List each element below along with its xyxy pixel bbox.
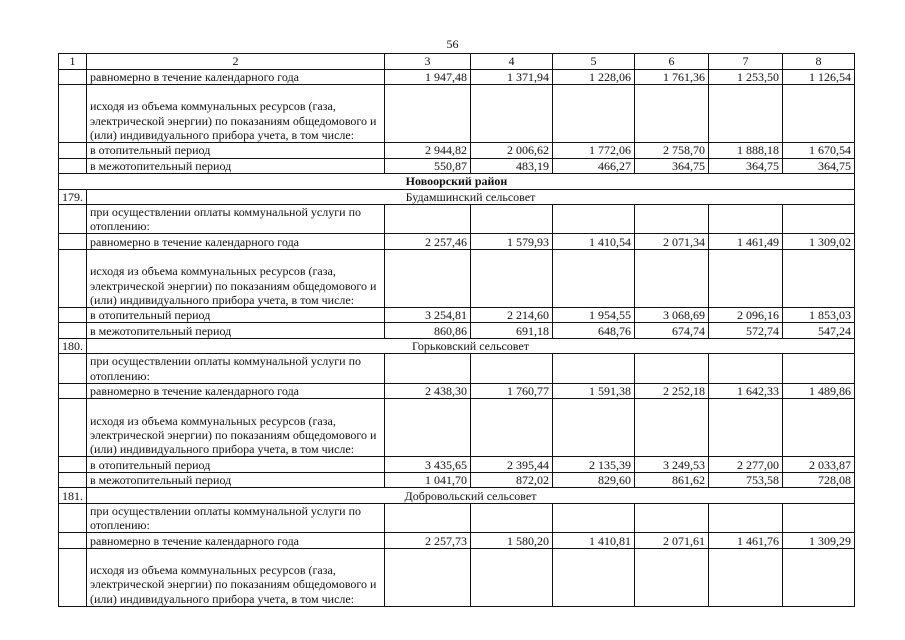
volume-row xyxy=(59,249,855,307)
row-label: равномерно в течение календарного года xyxy=(87,234,385,250)
row-label: при осуществлении оплаты коммунальной услуги по отоплению: xyxy=(87,354,385,383)
value-cell: 1 371,94 xyxy=(471,69,553,85)
empty-cell xyxy=(553,249,635,307)
row-label: исходя из объема коммунальных ресурсов (газа, электрической энергии) по показаниям общедомового и (или) индивидуального прибора учета, в том числе: xyxy=(87,85,385,143)
empty-cell xyxy=(635,205,709,234)
empty-cell xyxy=(471,503,553,532)
empty-cell xyxy=(385,548,471,606)
value-cell: 1 489,86 xyxy=(783,383,855,399)
volume-row xyxy=(59,85,855,143)
row-index-cell xyxy=(59,69,87,85)
row-label: исходя из объема коммунальных ресурсов (газа, электрической энергии) по показаниям общедомового и (или) индивидуального прибора учета, в том числе: xyxy=(87,249,385,307)
value-cell: 648,76 xyxy=(553,323,635,339)
column-header: 4 xyxy=(471,54,553,70)
empty-cell xyxy=(783,354,855,383)
row-label: равномерно в течение календарного года xyxy=(87,533,385,549)
empty-cell xyxy=(471,548,553,606)
payment-row xyxy=(59,354,855,383)
row-label: при осуществлении оплаты коммунальной услуги по отоплению: xyxy=(87,503,385,532)
value-cell: 1 760,77 xyxy=(471,383,553,399)
section-row xyxy=(59,338,855,354)
value-cell: 1 947,48 xyxy=(385,69,471,85)
empty-cell xyxy=(635,354,709,383)
value-cell: 2 006,62 xyxy=(471,143,553,159)
row-index-cell xyxy=(59,205,87,234)
empty-cell xyxy=(635,249,709,307)
row-index-cell xyxy=(59,234,87,250)
section-name: Горьковский сельсовет xyxy=(87,338,855,354)
value-cell: 872,02 xyxy=(471,472,553,488)
row-index-cell xyxy=(59,548,87,606)
column-header: 8 xyxy=(783,54,855,70)
empty-cell xyxy=(553,399,635,457)
value-cell: 1 461,49 xyxy=(709,234,783,250)
interheating-row xyxy=(59,472,855,488)
value-cell: 2 033,87 xyxy=(783,457,855,473)
interheating-row xyxy=(59,323,855,339)
empty-cell xyxy=(709,354,783,383)
value-cell: 2 096,16 xyxy=(709,307,783,323)
row-label: в отопительный период xyxy=(87,143,385,159)
row-index-cell xyxy=(59,249,87,307)
value-cell: 1 888,18 xyxy=(709,143,783,159)
value-cell: 1 461,76 xyxy=(709,533,783,549)
row-index-cell xyxy=(59,143,87,159)
empty-cell xyxy=(635,85,709,143)
row-label: в межотопительный период xyxy=(87,323,385,339)
empty-cell xyxy=(635,548,709,606)
section-index: 179. xyxy=(59,189,87,205)
value-cell: 550,87 xyxy=(385,158,471,174)
uniform-row xyxy=(59,69,855,85)
row-index-cell xyxy=(59,472,87,488)
value-cell: 674,74 xyxy=(635,323,709,339)
value-cell: 1 772,06 xyxy=(553,143,635,159)
row-label: равномерно в течение календарного года xyxy=(87,69,385,85)
value-cell: 1 670,54 xyxy=(783,143,855,159)
value-cell: 364,75 xyxy=(783,158,855,174)
value-cell: 829,60 xyxy=(553,472,635,488)
row-index-cell xyxy=(59,383,87,399)
value-cell: 466,27 xyxy=(553,158,635,174)
row-index-cell xyxy=(59,85,87,143)
value-cell: 1 580,20 xyxy=(471,533,553,549)
row-label: в межотопительный период xyxy=(87,158,385,174)
value-cell: 1 041,70 xyxy=(385,472,471,488)
value-cell: 2 438,30 xyxy=(385,383,471,399)
value-cell: 3 249,53 xyxy=(635,457,709,473)
empty-cell xyxy=(783,548,855,606)
interheating-row xyxy=(59,158,855,174)
tariff-table-body xyxy=(59,54,855,607)
value-cell: 2 944,82 xyxy=(385,143,471,159)
value-cell: 3 435,65 xyxy=(385,457,471,473)
empty-cell xyxy=(709,548,783,606)
heating-row xyxy=(59,307,855,323)
value-cell: 1 954,55 xyxy=(553,307,635,323)
empty-cell xyxy=(709,85,783,143)
empty-cell xyxy=(471,205,553,234)
empty-cell xyxy=(471,85,553,143)
row-index-cell xyxy=(59,457,87,473)
row-index-cell xyxy=(59,503,87,532)
value-cell: 2 395,44 xyxy=(471,457,553,473)
district-row xyxy=(59,174,855,190)
value-cell: 2 257,46 xyxy=(385,234,471,250)
value-cell: 2 758,70 xyxy=(635,143,709,159)
value-cell: 2 257,73 xyxy=(385,533,471,549)
value-cell: 861,62 xyxy=(635,472,709,488)
section-row xyxy=(59,189,855,205)
empty-cell xyxy=(553,205,635,234)
value-cell: 364,75 xyxy=(709,158,783,174)
column-header: 3 xyxy=(385,54,471,70)
empty-cell xyxy=(783,399,855,457)
empty-cell xyxy=(783,503,855,532)
volume-row xyxy=(59,548,855,606)
value-cell: 547,24 xyxy=(783,323,855,339)
column-header: 7 xyxy=(709,54,783,70)
row-index-cell xyxy=(59,354,87,383)
value-cell: 860,86 xyxy=(385,323,471,339)
row-label: равномерно в течение календарного года xyxy=(87,383,385,399)
section-row xyxy=(59,488,855,504)
empty-cell xyxy=(553,354,635,383)
value-cell: 1 228,06 xyxy=(553,69,635,85)
uniform-row xyxy=(59,234,855,250)
page-number: 56 xyxy=(446,37,459,51)
section-index: 181. xyxy=(59,488,87,504)
empty-cell xyxy=(783,249,855,307)
value-cell: 1 309,02 xyxy=(783,234,855,250)
value-cell: 572,74 xyxy=(709,323,783,339)
heating-row xyxy=(59,143,855,159)
row-index-cell xyxy=(59,399,87,457)
value-cell: 728,08 xyxy=(783,472,855,488)
row-index-cell xyxy=(59,158,87,174)
empty-cell xyxy=(635,399,709,457)
empty-cell xyxy=(471,249,553,307)
column-header: 5 xyxy=(553,54,635,70)
value-cell: 364,75 xyxy=(635,158,709,174)
row-label: исходя из объема коммунальных ресурсов (газа, электрической энергии) по показаниям общедомового и (или) индивидуального прибора учета, в том числе: xyxy=(87,399,385,457)
column-header: 2 xyxy=(87,54,385,70)
row-index-cell xyxy=(59,533,87,549)
value-cell: 1 591,38 xyxy=(553,383,635,399)
tariff-table xyxy=(58,53,855,607)
district-title: Новоорский район xyxy=(59,174,855,190)
row-label: исходя из объема коммунальных ресурсов (газа, электрической энергии) по показаниям общедомового и (или) индивидуального прибора учета, в том числе: xyxy=(87,548,385,606)
empty-cell xyxy=(385,249,471,307)
empty-cell xyxy=(385,205,471,234)
row-index-cell xyxy=(59,323,87,339)
empty-cell xyxy=(553,85,635,143)
value-cell: 3 254,81 xyxy=(385,307,471,323)
value-cell: 1 410,81 xyxy=(553,533,635,549)
value-cell: 3 068,69 xyxy=(635,307,709,323)
value-cell: 2 071,34 xyxy=(635,234,709,250)
section-index: 180. xyxy=(59,338,87,354)
empty-cell xyxy=(553,503,635,532)
uniform-row xyxy=(59,383,855,399)
column-header: 6 xyxy=(635,54,709,70)
column-header: 1 xyxy=(59,54,87,70)
section-name: Будамшинский сельсовет xyxy=(87,189,855,205)
empty-cell xyxy=(385,85,471,143)
empty-cell xyxy=(709,503,783,532)
value-cell: 1 642,33 xyxy=(709,383,783,399)
value-cell: 753,58 xyxy=(709,472,783,488)
empty-cell xyxy=(635,503,709,532)
value-cell: 2 277,00 xyxy=(709,457,783,473)
empty-cell xyxy=(783,85,855,143)
empty-cell xyxy=(709,399,783,457)
value-cell: 2 252,18 xyxy=(635,383,709,399)
empty-cell xyxy=(709,249,783,307)
empty-cell xyxy=(471,354,553,383)
value-cell: 1 410,54 xyxy=(553,234,635,250)
empty-cell xyxy=(709,205,783,234)
row-index-cell xyxy=(59,307,87,323)
value-cell: 483,19 xyxy=(471,158,553,174)
value-cell: 1 126,54 xyxy=(783,69,855,85)
volume-row xyxy=(59,399,855,457)
row-label: в отопительный период xyxy=(87,307,385,323)
value-cell: 1 309,29 xyxy=(783,533,855,549)
column-header-row xyxy=(59,54,855,70)
value-cell: 2 214,60 xyxy=(471,307,553,323)
value-cell: 2 071,61 xyxy=(635,533,709,549)
value-cell: 1 579,93 xyxy=(471,234,553,250)
empty-cell xyxy=(385,503,471,532)
value-cell: 2 135,39 xyxy=(553,457,635,473)
value-cell: 1 853,03 xyxy=(783,307,855,323)
row-label: в отопительный период xyxy=(87,457,385,473)
value-cell: 1 253,50 xyxy=(709,69,783,85)
value-cell: 1 761,36 xyxy=(635,69,709,85)
empty-cell xyxy=(471,399,553,457)
empty-cell xyxy=(385,354,471,383)
empty-cell xyxy=(385,399,471,457)
uniform-row xyxy=(59,533,855,549)
heating-row xyxy=(59,457,855,473)
value-cell: 691,18 xyxy=(471,323,553,339)
empty-cell xyxy=(783,205,855,234)
payment-row xyxy=(59,503,855,532)
payment-row xyxy=(59,205,855,234)
row-label: в межотопительный период xyxy=(87,472,385,488)
row-label: при осуществлении оплаты коммунальной услуги по отоплению: xyxy=(87,205,385,234)
empty-cell xyxy=(553,548,635,606)
section-name: Добровольский сельсовет xyxy=(87,488,855,504)
